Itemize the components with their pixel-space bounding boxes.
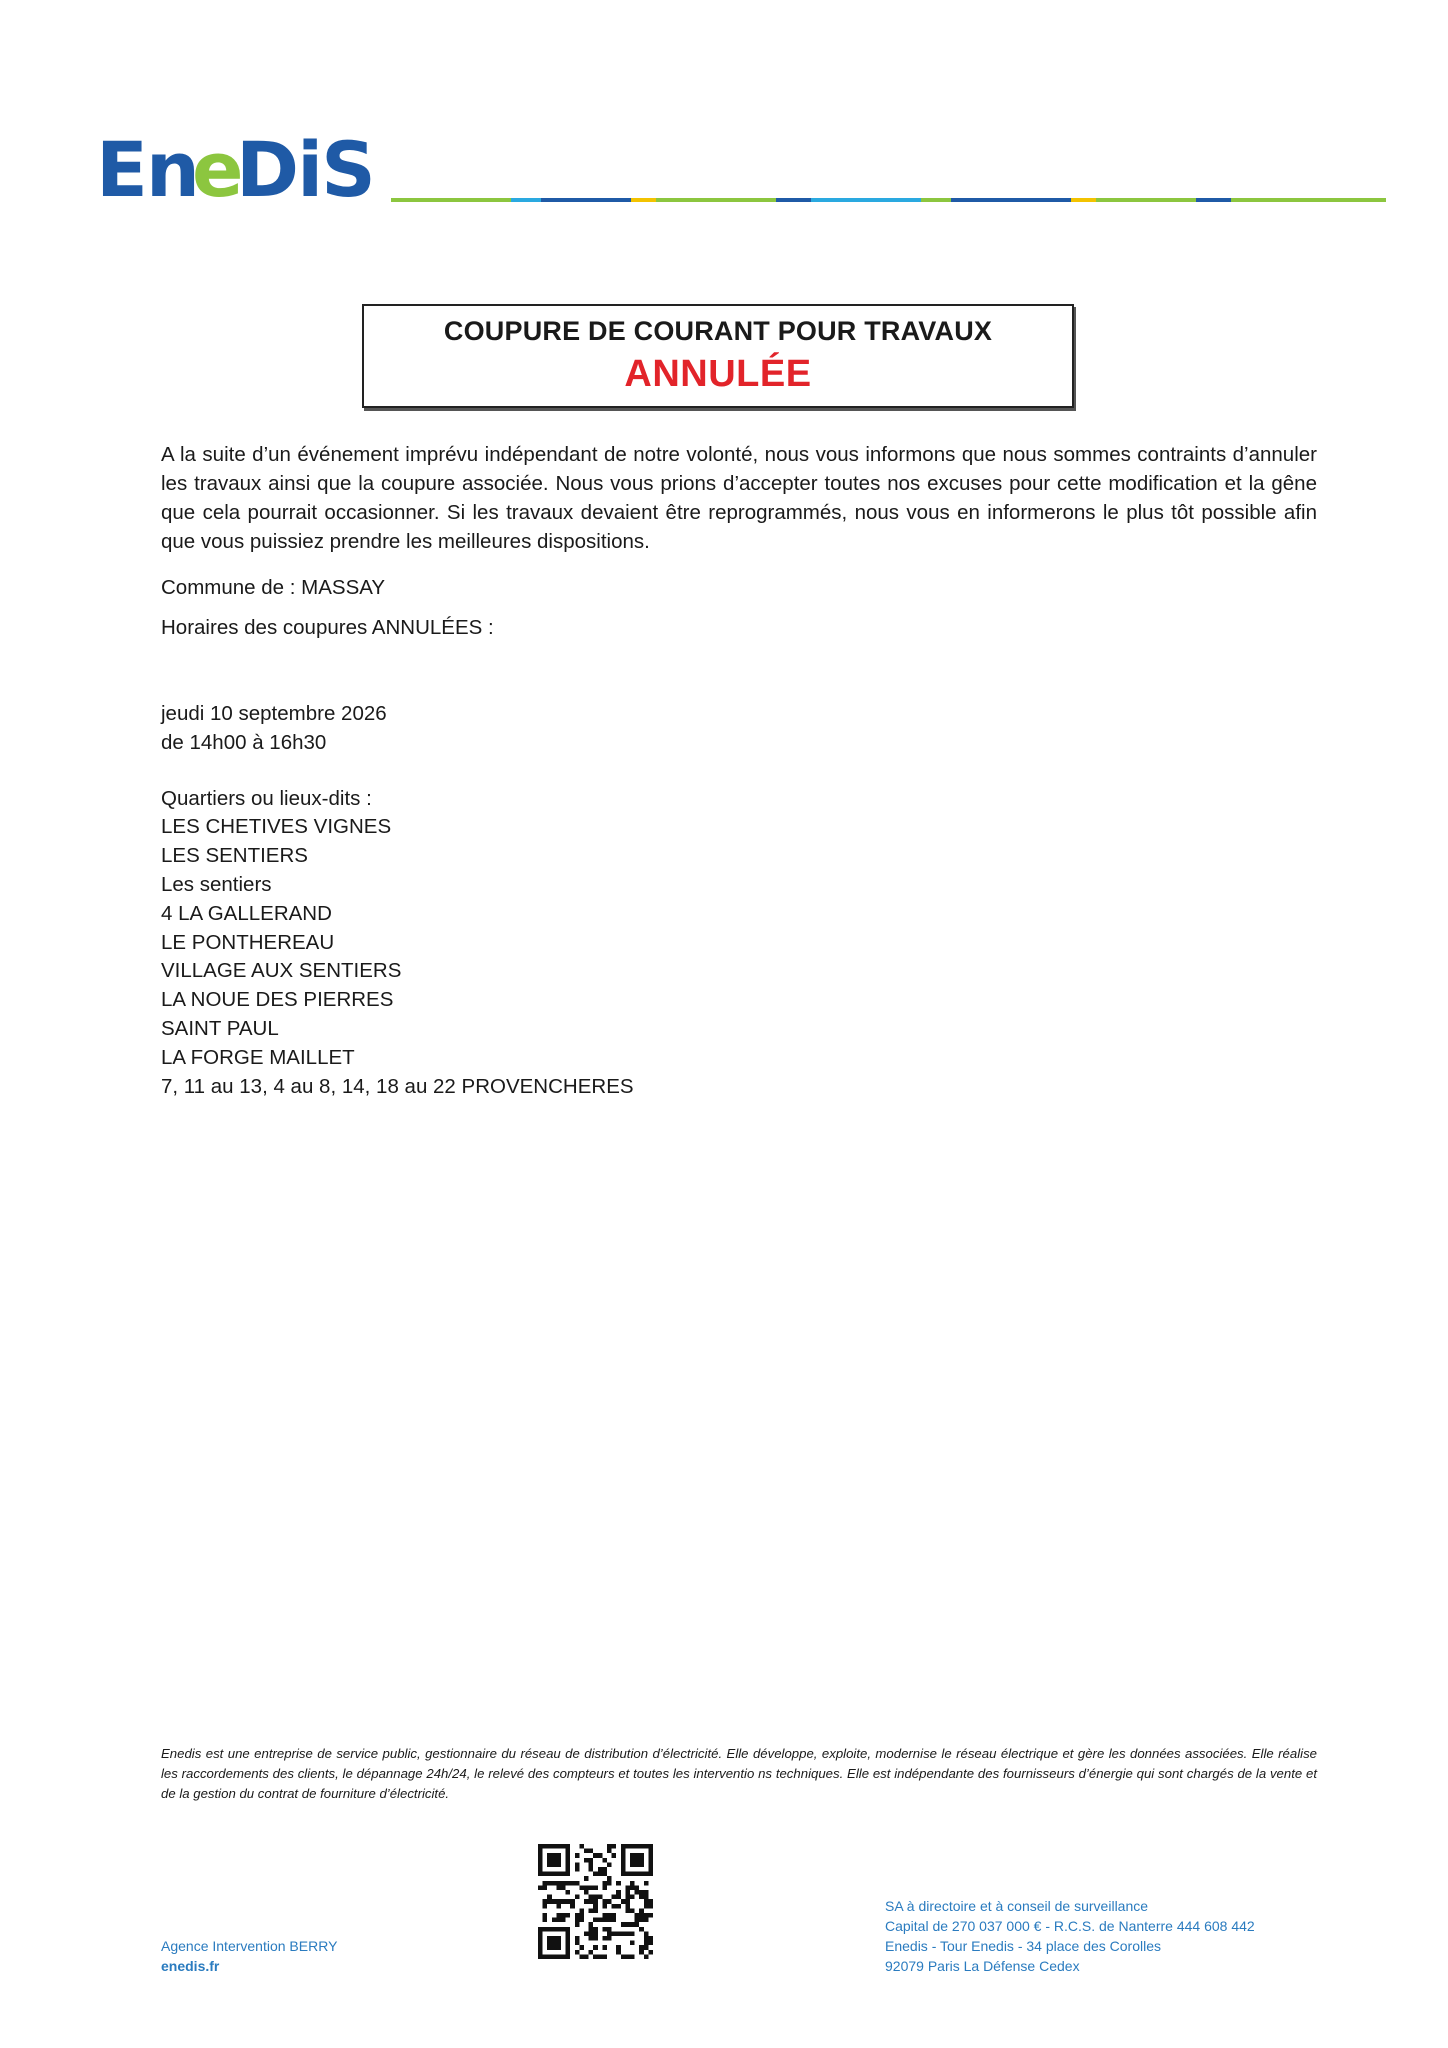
list-item: LES CHETIVES VIGNES bbox=[161, 815, 392, 838]
list-item: 7, 11 au 13, 4 au 8, 14, 18 au 22 PROVENCHERES bbox=[161, 1075, 634, 1099]
list-item: VILLAGE AUX SENTIERS bbox=[161, 959, 402, 983]
list-item: LA FORGE MAILLET bbox=[161, 1046, 355, 1070]
list-item: LA NOUE DES PIERRES bbox=[161, 988, 394, 1012]
enedis-logo-green-e: e bbox=[192, 138, 242, 208]
list-item: Les sentiers bbox=[161, 872, 272, 896]
notice-intro-paragraph: A la suite d’un événement imprévu indépendant de notre volonté, nous vous informons que nous sommes contraints d’annuler les travaux ainsi que la coupure associée. Nous vous prions d’accepter toutes nos excuses pour cette modification et la gêne que cela pourrait occasionner. Si les travaux devaient être reprogrammés, nous vous en informerons le plus tôt possible afin que vous puissiez prendre les meilleures dispositions. bbox=[161, 443, 1317, 553]
list-item: 4 LA GALLERAND bbox=[161, 901, 332, 925]
notice-status: ANNULÉE bbox=[624, 353, 812, 395]
list-item: LES SENTIERS bbox=[161, 843, 308, 867]
footer-website-link[interactable]: enedis.fr bbox=[161, 1958, 220, 1974]
locations-heading: Quartiers ou lieux-dits : bbox=[161, 787, 372, 810]
enedis-logo-mark bbox=[96, 138, 386, 208]
commune-line: Commune de : MASSAY bbox=[161, 576, 386, 599]
notice-title: COUPURE DE COURANT POUR TRAVAUX bbox=[443, 316, 993, 346]
cancelled-time-range: de 14h00 à 16h30 bbox=[161, 731, 327, 754]
footer-agency-block bbox=[161, 1936, 337, 1976]
legal-notice: Enedis est une entreprise de service public, gestionnaire du réseau de distribution d’électricité. Elle développe, exploite, modernise le réseau électrique et gère les données associées. Elle réalise les raccordements des clients, le dépannage 24h/24, le relevé des compteurs et toutes les interventio ns techniques. Elle est indépendante des fournisseurs d’énergie qui sont chargés de la vente et de la gestion du contrat de fourniture d’électricité. bbox=[161, 1746, 1317, 1801]
footer-company-line: Capital de 270 037 000 € - R.C.S. de Nanterre 444 608 442 bbox=[885, 1918, 1255, 1934]
enedis-logo-letters: En bbox=[96, 138, 199, 208]
list-item: LE PONTHEREAU bbox=[161, 930, 335, 954]
list-item: SAINT PAUL bbox=[161, 1017, 279, 1041]
notice-title-box bbox=[362, 304, 1074, 408]
footer-company-line: 92079 Paris La Défense Cedex bbox=[885, 1958, 1080, 1974]
enedis-logo bbox=[96, 138, 1396, 208]
cancelled-date: jeudi 10 septembre 2026 bbox=[161, 702, 387, 725]
schedule-heading: Horaires des coupures ANNULÉES : bbox=[161, 616, 494, 639]
qr-code[interactable] bbox=[538, 1844, 653, 1959]
footer-agency: Agence Intervention BERRY bbox=[161, 1938, 338, 1954]
footer-company-line: Enedis - Tour Enedis - 34 place des Corolles bbox=[885, 1938, 1162, 1954]
locations-list bbox=[161, 813, 634, 1102]
enedis-logo-letters-2: DiS bbox=[236, 138, 374, 208]
footer-company-info bbox=[885, 1896, 1255, 1976]
logo-colored-underline bbox=[391, 198, 1386, 202]
footer-company-line: SA à directoire et à conseil de surveillance bbox=[885, 1898, 1149, 1914]
